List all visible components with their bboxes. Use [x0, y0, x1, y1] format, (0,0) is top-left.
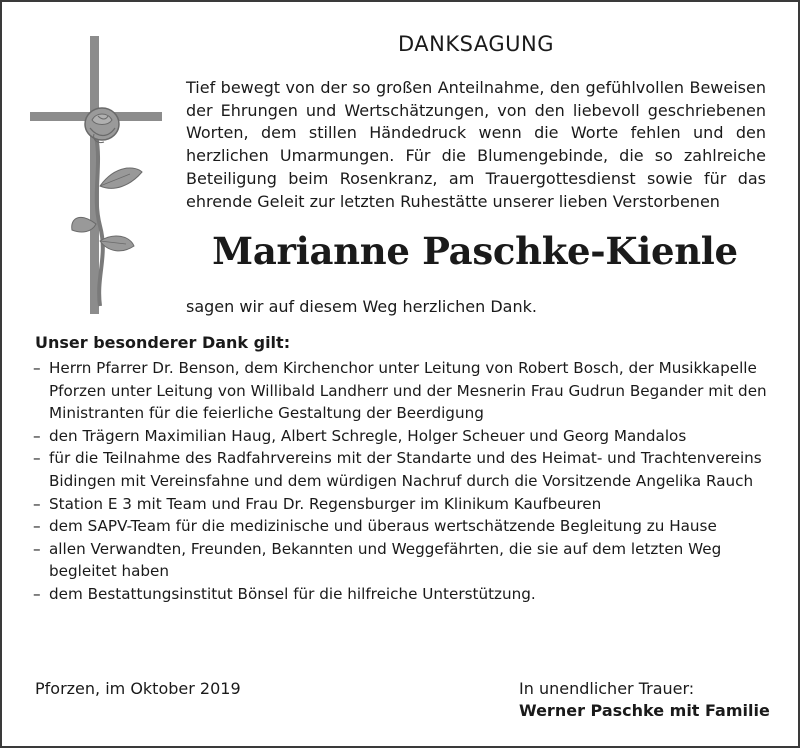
cross-with-rose-icon: [30, 36, 162, 314]
deceased-name: Marianne Paschke-Kienle: [212, 229, 738, 273]
intro-paragraph: Tief bewegt von der so großen Anteilnahme, den gefühlvollen Beweisen der Ehrungen und Wertschätzungen, von den liebevoll geschriebenen Worten, dem stillen Händedruck wenn die Worte fehlen und den herzlichen Umarmungen. Für die Blumengebinde, die so zahlreiche Beteiligung beim Rosenkranz, am Trauergottesdienst sowie für das ehrende Geleit zur letzten Ruhestätte unserer lieben Verstorbenen: [186, 78, 766, 211]
list-dash: –: [33, 359, 41, 377]
signature-line: In unendlicher Trauer:: [519, 679, 695, 698]
list-item: – dem Bestattungsinstitut Bönsel für die hilfreiche Unterstützung.: [33, 583, 773, 606]
list-item: – dem SAPV-Team für die medizinische und überaus wertschätzende Begleitung zu Hause: [33, 515, 773, 538]
list-item: – Herrn Pfarrer Dr. Benson, dem Kirchenchor unter Leitung von Robert Bosch, der Musikkapelle Pforzen unter Leitung von Willibald Landherr und der Mesnerin Frau Gudrun Begander mit den Ministranten für die feierliche Gestaltung der Beerdigung: [33, 359, 767, 423]
list-item: – den Trägern Maximilian Haug, Albert Schregle, Holger Scheuer und Georg Mandalos: [33, 425, 773, 448]
list-dash: –: [33, 539, 41, 558]
thanks-line: sagen wir auf diesem Weg herzlichen Dank.: [186, 297, 537, 316]
list-item: – Station E 3 mit Team und Frau Dr. Regensburger im Klinikum Kaufbeuren: [33, 493, 773, 516]
list-dash: –: [33, 517, 41, 536]
notice-title: DANKSAGUNG: [398, 32, 554, 56]
list-dash: –: [33, 584, 41, 603]
place-date: Pforzen, im Oktober 2019: [35, 679, 241, 698]
special-thanks-heading: Unser besonderer Dank gilt:: [35, 333, 291, 352]
list-dash: –: [33, 426, 41, 445]
signature-name: Werner Paschke mit Familie: [519, 701, 770, 720]
list-item: – allen Verwandten, Freunden, Bekannten und Weggefährten, die sie auf dem letzten Weg begleitet haben: [33, 539, 722, 581]
list-dash: –: [33, 494, 41, 513]
list-item: – für die Teilnahme des Radfahrvereins mit der Standarte und des Heimat- und Trachtenvereins Bidingen mit Vereinsfahne und dem würdigen Nachruf durch die Vorsitzende Angelika Rauch: [33, 449, 762, 490]
list-dash: –: [33, 449, 41, 468]
thanks-list: [33, 357, 773, 606]
